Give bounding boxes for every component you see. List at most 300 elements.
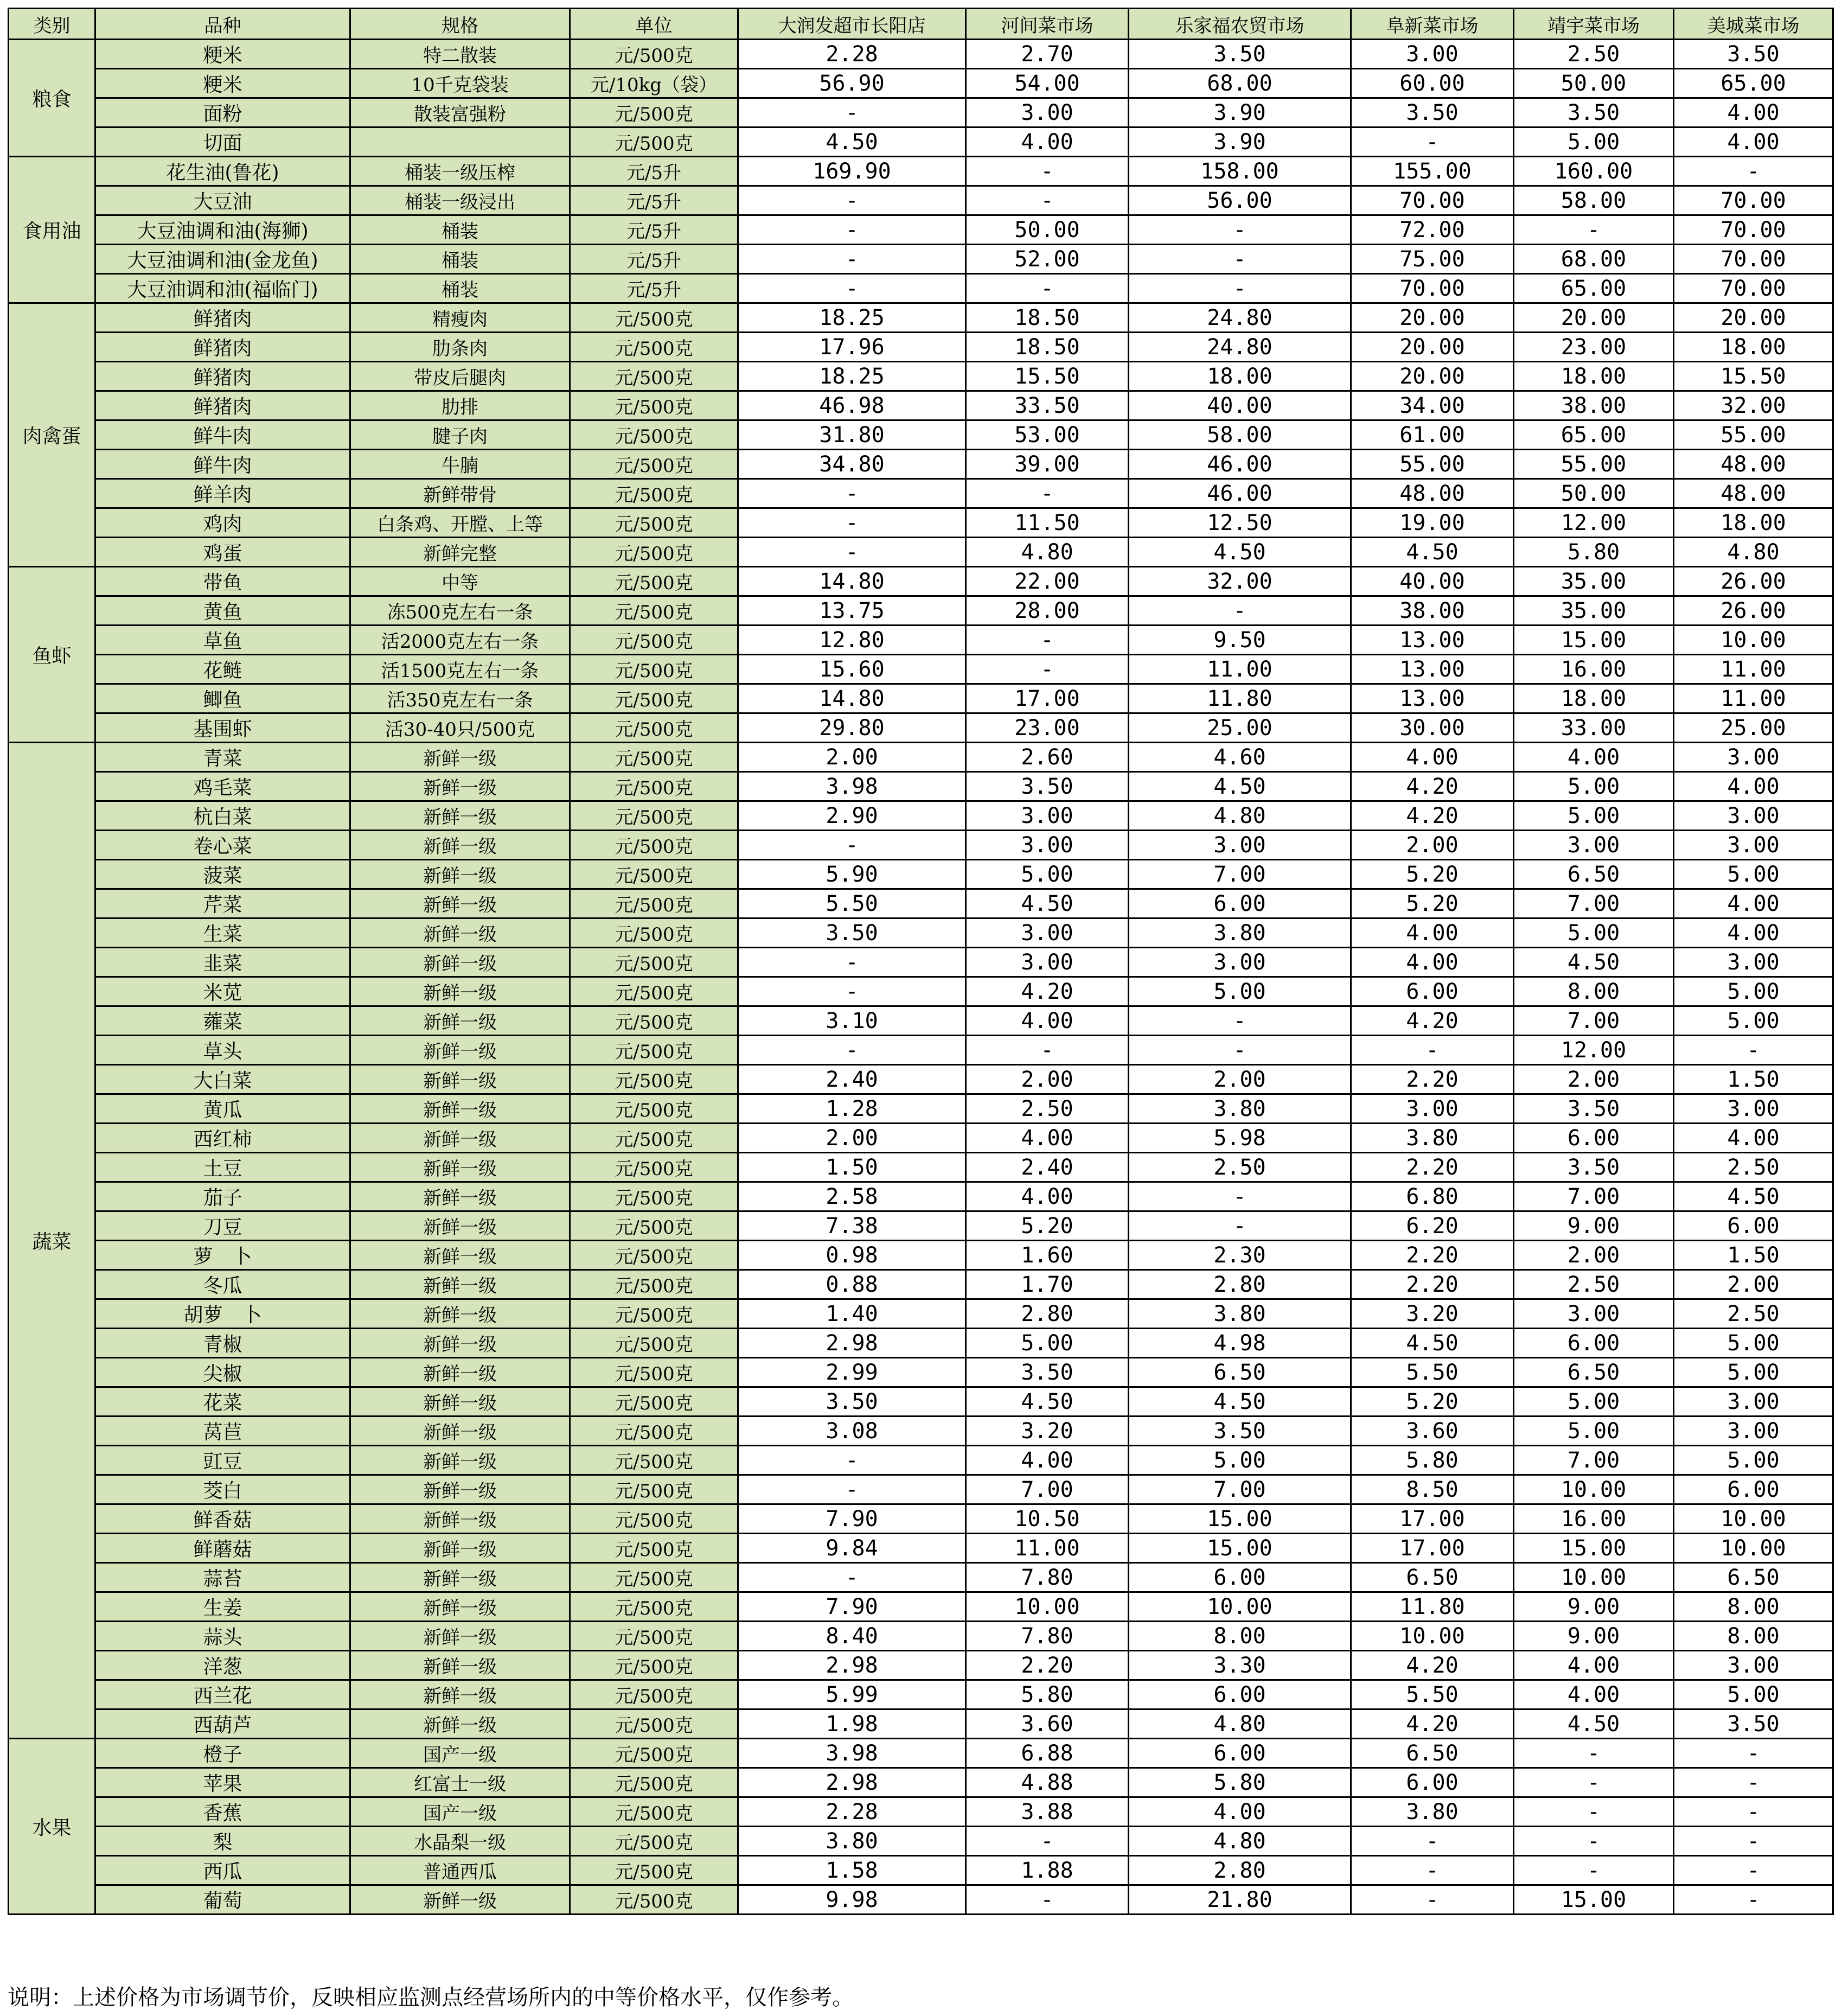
price-cell-market-6: - — [1674, 157, 1833, 186]
variety-cell: 鲜猪肉 — [95, 391, 350, 420]
variety-cell: 杭白菜 — [95, 801, 350, 831]
price-cell-market-6: 6.00 — [1674, 1475, 1833, 1504]
table-row — [9, 1124, 1833, 1153]
price-cell-market-3: 7.00 — [1129, 1475, 1351, 1504]
unit-cell: 元/500克 — [570, 1504, 738, 1534]
price-cell-market-3: 40.00 — [1129, 391, 1351, 420]
price-cell-market-3: 3.90 — [1129, 98, 1351, 127]
price-cell-market-6: 10.00 — [1674, 626, 1833, 655]
unit-cell: 元/5升 — [570, 274, 738, 303]
price-cell-market-1: 2.58 — [738, 1182, 966, 1211]
spec-cell: 新鲜一级 — [350, 1241, 570, 1270]
price-cell-market-6: 15.50 — [1674, 362, 1833, 391]
price-cell-market-3: 2.80 — [1129, 1270, 1351, 1299]
price-cell-market-4: 4.20 — [1351, 1651, 1514, 1680]
price-cell-market-6: 3.00 — [1674, 831, 1833, 860]
price-cell-market-4: 38.00 — [1351, 596, 1514, 626]
unit-cell: 元/500克 — [570, 1534, 738, 1563]
table-row — [9, 1094, 1833, 1124]
price-cell-market-2: 52.00 — [966, 245, 1129, 274]
price-cell-market-6: - — [1674, 1856, 1833, 1885]
price-cell-market-6: 4.00 — [1674, 918, 1833, 948]
price-cell-market-1: 2.00 — [738, 743, 966, 772]
table-row — [9, 391, 1833, 420]
price-cell-market-3: 46.00 — [1129, 479, 1351, 508]
price-cell-market-2: 2.70 — [966, 40, 1129, 69]
price-cell-market-6: 18.00 — [1674, 508, 1833, 538]
price-cell-market-4: 5.20 — [1351, 1387, 1514, 1417]
variety-cell: 鲜牛肉 — [95, 450, 350, 479]
price-cell-market-5: 3.50 — [1514, 98, 1674, 127]
price-cell-market-2: 3.00 — [966, 801, 1129, 831]
table-row — [9, 684, 1833, 713]
price-cell-market-5: 15.00 — [1514, 626, 1674, 655]
table-row — [9, 743, 1833, 772]
unit-cell: 元/500克 — [570, 1885, 738, 1915]
header-category: 类别 — [9, 9, 95, 40]
price-cell-market-5: 12.00 — [1514, 508, 1674, 538]
price-cell-market-2: 39.00 — [966, 450, 1129, 479]
table-row — [9, 157, 1833, 186]
spec-cell: 桶装 — [350, 215, 570, 245]
price-cell-market-6: 4.00 — [1674, 1124, 1833, 1153]
variety-cell: 大豆油调和油(金龙鱼) — [95, 245, 350, 274]
spec-cell: 肋排 — [350, 391, 570, 420]
price-cell-market-5: 65.00 — [1514, 274, 1674, 303]
price-cell-market-6: - — [1674, 1827, 1833, 1856]
price-cell-market-3: 3.50 — [1129, 1417, 1351, 1446]
price-cell-market-5: 6.50 — [1514, 1358, 1674, 1387]
price-cell-market-2: - — [966, 157, 1129, 186]
price-cell-market-2: 28.00 — [966, 596, 1129, 626]
variety-cell: 生姜 — [95, 1592, 350, 1622]
variety-cell: 青菜 — [95, 743, 350, 772]
spec-cell: 活1500克左右一条 — [350, 655, 570, 684]
price-cell-market-2: 4.88 — [966, 1768, 1129, 1797]
unit-cell: 元/500克 — [570, 772, 738, 801]
price-cell-market-3: - — [1129, 245, 1351, 274]
price-cell-market-4: 3.80 — [1351, 1797, 1514, 1827]
unit-cell: 元/500克 — [570, 596, 738, 626]
spec-cell: 新鲜一级 — [350, 1446, 570, 1475]
price-cell-market-1: 3.98 — [738, 1739, 966, 1768]
unit-cell: 元/500克 — [570, 1651, 738, 1680]
unit-cell: 元/500克 — [570, 450, 738, 479]
price-cell-market-5: 6.50 — [1514, 860, 1674, 889]
price-cell-market-5: 5.00 — [1514, 1417, 1674, 1446]
spec-cell: 新鲜一级 — [350, 918, 570, 948]
price-cell-market-5: 6.00 — [1514, 1329, 1674, 1358]
category-cell: 蔬菜 — [9, 743, 95, 1739]
price-cell-market-2: 15.50 — [966, 362, 1129, 391]
spec-cell: 中等 — [350, 567, 570, 596]
table-row — [9, 1885, 1833, 1915]
price-cell-market-3: 2.50 — [1129, 1153, 1351, 1182]
spec-cell: 新鲜一级 — [350, 1299, 570, 1329]
price-cell-market-1: 56.90 — [738, 69, 966, 98]
variety-cell: 茄子 — [95, 1182, 350, 1211]
price-cell-market-4: 30.00 — [1351, 713, 1514, 743]
unit-cell: 元/5升 — [570, 215, 738, 245]
variety-cell: 切面 — [95, 127, 350, 157]
spec-cell: 散装富强粉 — [350, 98, 570, 127]
price-cell-market-3: 4.50 — [1129, 772, 1351, 801]
price-cell-market-3: 21.80 — [1129, 1885, 1351, 1915]
price-cell-market-3: - — [1129, 274, 1351, 303]
variety-cell: 韭菜 — [95, 948, 350, 977]
price-cell-market-1: 4.50 — [738, 127, 966, 157]
variety-cell: 尖椒 — [95, 1358, 350, 1387]
price-cell-market-6: 70.00 — [1674, 245, 1833, 274]
price-cell-market-6: 5.00 — [1674, 1006, 1833, 1036]
variety-cell: 西葫芦 — [95, 1709, 350, 1739]
unit-cell: 元/500克 — [570, 1094, 738, 1124]
price-cell-market-6: 48.00 — [1674, 450, 1833, 479]
price-cell-market-6: 2.50 — [1674, 1299, 1833, 1329]
unit-cell: 元/500克 — [570, 831, 738, 860]
table-row — [9, 508, 1833, 538]
unit-cell: 元/500克 — [570, 1475, 738, 1504]
price-cell-market-4: 2.00 — [1351, 831, 1514, 860]
unit-cell: 元/5升 — [570, 157, 738, 186]
price-cell-market-2: 1.60 — [966, 1241, 1129, 1270]
price-cell-market-5: 58.00 — [1514, 186, 1674, 215]
price-cell-market-6: 11.00 — [1674, 655, 1833, 684]
variety-cell: 蒜苔 — [95, 1563, 350, 1592]
price-cell-market-4: 4.20 — [1351, 772, 1514, 801]
price-cell-market-4: 6.50 — [1351, 1563, 1514, 1592]
price-cell-market-1: 1.50 — [738, 1153, 966, 1182]
spec-cell: 新鲜一级 — [350, 743, 570, 772]
price-cell-market-2: 4.50 — [966, 1387, 1129, 1417]
table-row — [9, 1504, 1833, 1534]
price-cell-market-6: 65.00 — [1674, 69, 1833, 98]
price-cell-market-1: 13.75 — [738, 596, 966, 626]
price-cell-market-1: 1.28 — [738, 1094, 966, 1124]
price-cell-market-2: 4.00 — [966, 1006, 1129, 1036]
price-cell-market-6: 5.00 — [1674, 1358, 1833, 1387]
price-cell-market-3: 56.00 — [1129, 186, 1351, 215]
header-market-6: 美城菜市场 — [1674, 9, 1833, 40]
price-cell-market-2: 3.60 — [966, 1709, 1129, 1739]
unit-cell: 元/500克 — [570, 889, 738, 918]
variety-cell: 土豆 — [95, 1153, 350, 1182]
price-cell-market-3: 7.00 — [1129, 860, 1351, 889]
spec-cell: 新鲜一级 — [350, 1534, 570, 1563]
price-cell-market-4: 72.00 — [1351, 215, 1514, 245]
spec-cell: 普通西瓜 — [350, 1856, 570, 1885]
price-cell-market-1: 31.80 — [738, 420, 966, 450]
variety-cell: 茭白 — [95, 1475, 350, 1504]
price-cell-market-6: 70.00 — [1674, 274, 1833, 303]
price-cell-market-4: 4.50 — [1351, 538, 1514, 567]
price-cell-market-3: 6.00 — [1129, 1739, 1351, 1768]
unit-cell: 元/500克 — [570, 655, 738, 684]
price-cell-market-5: 55.00 — [1514, 450, 1674, 479]
unit-cell: 元/500克 — [570, 1387, 738, 1417]
price-cell-market-3: 3.00 — [1129, 948, 1351, 977]
price-cell-market-3: 6.00 — [1129, 889, 1351, 918]
unit-cell: 元/500克 — [570, 1709, 738, 1739]
variety-cell: 萝 卜 — [95, 1241, 350, 1270]
price-cell-market-4: 6.50 — [1351, 1739, 1514, 1768]
price-cell-market-4: 2.20 — [1351, 1270, 1514, 1299]
category-cell: 水果 — [9, 1739, 95, 1915]
table-row — [9, 69, 1833, 98]
spec-cell: 国产一级 — [350, 1797, 570, 1827]
price-cell-market-6: 4.00 — [1674, 98, 1833, 127]
variety-cell: 莴苣 — [95, 1417, 350, 1446]
price-cell-market-2: 5.00 — [966, 860, 1129, 889]
price-cell-market-4: 3.60 — [1351, 1417, 1514, 1446]
price-cell-market-4: - — [1351, 1827, 1514, 1856]
table-row — [9, 772, 1833, 801]
price-cell-market-4: 4.00 — [1351, 918, 1514, 948]
unit-cell: 元/500克 — [570, 1446, 738, 1475]
spec-cell: 新鲜一级 — [350, 1651, 570, 1680]
price-cell-market-3: 2.30 — [1129, 1241, 1351, 1270]
price-cell-market-4: 13.00 — [1351, 626, 1514, 655]
price-cell-market-4: - — [1351, 127, 1514, 157]
spec-cell: 新鲜一级 — [350, 977, 570, 1006]
unit-cell: 元/500克 — [570, 303, 738, 333]
spec-cell: 新鲜一级 — [350, 1885, 570, 1915]
table-row — [9, 1768, 1833, 1797]
variety-cell: 粳米 — [95, 69, 350, 98]
price-cell-market-2: 54.00 — [966, 69, 1129, 98]
price-cell-market-6: 4.00 — [1674, 772, 1833, 801]
table-row — [9, 538, 1833, 567]
price-cell-market-5: 10.00 — [1514, 1475, 1674, 1504]
price-cell-market-6: 3.50 — [1674, 1709, 1833, 1739]
price-cell-market-1: - — [738, 245, 966, 274]
price-cell-market-3: 46.00 — [1129, 450, 1351, 479]
price-cell-market-2: 18.50 — [966, 333, 1129, 362]
spec-cell: 肋条肉 — [350, 333, 570, 362]
spec-cell: 国产一级 — [350, 1739, 570, 1768]
variety-cell: 西兰花 — [95, 1680, 350, 1709]
price-cell-market-4: 60.00 — [1351, 69, 1514, 98]
table-row — [9, 1036, 1833, 1065]
price-cell-market-3: - — [1129, 1182, 1351, 1211]
price-cell-market-2: - — [966, 274, 1129, 303]
price-cell-market-2: 50.00 — [966, 215, 1129, 245]
unit-cell: 元/500克 — [570, 948, 738, 977]
price-cell-market-4: 20.00 — [1351, 333, 1514, 362]
table-row — [9, 215, 1833, 245]
price-cell-market-4: 13.00 — [1351, 655, 1514, 684]
price-cell-market-5: - — [1514, 1768, 1674, 1797]
category-cell: 食用油 — [9, 157, 95, 303]
price-cell-market-6: 4.00 — [1674, 127, 1833, 157]
price-cell-market-4: 13.00 — [1351, 684, 1514, 713]
spec-cell: 新鲜带骨 — [350, 479, 570, 508]
price-cell-market-5: 3.00 — [1514, 1299, 1674, 1329]
table-row — [9, 713, 1833, 743]
table-row — [9, 303, 1833, 333]
price-cell-market-1: 2.98 — [738, 1329, 966, 1358]
variety-cell: 冬瓜 — [95, 1270, 350, 1299]
spec-cell: 新鲜一级 — [350, 1504, 570, 1534]
price-cell-market-1: 7.38 — [738, 1211, 966, 1241]
price-cell-market-4: 20.00 — [1351, 362, 1514, 391]
spec-cell: 新鲜一级 — [350, 1329, 570, 1358]
unit-cell: 元/500克 — [570, 1299, 738, 1329]
price-cell-market-3: 158.00 — [1129, 157, 1351, 186]
unit-cell: 元/500克 — [570, 1797, 738, 1827]
price-cell-market-1: - — [738, 1563, 966, 1592]
spec-cell: 新鲜一级 — [350, 1036, 570, 1065]
price-cell-market-4: 6.00 — [1351, 1768, 1514, 1797]
price-cell-market-2: 4.00 — [966, 1446, 1129, 1475]
price-cell-market-6: - — [1674, 1768, 1833, 1797]
price-cell-market-2: 6.88 — [966, 1739, 1129, 1768]
price-cell-market-4: - — [1351, 1885, 1514, 1915]
table-row — [9, 1622, 1833, 1651]
price-cell-market-6: 5.00 — [1674, 1446, 1833, 1475]
variety-cell: 黄鱼 — [95, 596, 350, 626]
table-row — [9, 40, 1833, 69]
table-row — [9, 1065, 1833, 1094]
price-cell-market-5: - — [1514, 215, 1674, 245]
price-cell-market-2: - — [966, 1827, 1129, 1856]
price-cell-market-3: 4.60 — [1129, 743, 1351, 772]
price-cell-market-5: 23.00 — [1514, 333, 1674, 362]
unit-cell: 元/500克 — [570, 1417, 738, 1446]
table-row — [9, 831, 1833, 860]
spec-cell: 新鲜一级 — [350, 948, 570, 977]
price-cell-market-2: 18.50 — [966, 303, 1129, 333]
unit-cell: 元/500克 — [570, 1211, 738, 1241]
spec-cell: 新鲜一级 — [350, 1592, 570, 1622]
variety-cell: 草鱼 — [95, 626, 350, 655]
price-cell-market-4: 4.50 — [1351, 1329, 1514, 1358]
price-cell-market-1: 2.40 — [738, 1065, 966, 1094]
table-row — [9, 1387, 1833, 1417]
price-cell-market-3: 2.00 — [1129, 1065, 1351, 1094]
price-cell-market-3: 10.00 — [1129, 1592, 1351, 1622]
price-cell-market-4: 48.00 — [1351, 479, 1514, 508]
price-cell-market-6: 32.00 — [1674, 391, 1833, 420]
price-cell-market-2: 4.80 — [966, 538, 1129, 567]
price-cell-market-5: 35.00 — [1514, 596, 1674, 626]
spec-cell: 新鲜一级 — [350, 1094, 570, 1124]
unit-cell: 元/500克 — [570, 333, 738, 362]
price-cell-market-3: 18.00 — [1129, 362, 1351, 391]
price-cell-market-1: - — [738, 1036, 966, 1065]
price-cell-market-5: 16.00 — [1514, 1504, 1674, 1534]
spec-cell: 新鲜一级 — [350, 801, 570, 831]
price-cell-market-2: 7.80 — [966, 1563, 1129, 1592]
price-cell-market-1: 8.40 — [738, 1622, 966, 1651]
table-row — [9, 860, 1833, 889]
price-cell-market-6: 3.50 — [1674, 40, 1833, 69]
price-cell-market-4: - — [1351, 1856, 1514, 1885]
price-cell-market-6: 3.00 — [1674, 1094, 1833, 1124]
unit-cell: 元/500克 — [570, 40, 738, 69]
table-row — [9, 1475, 1833, 1504]
variety-cell: 梨 — [95, 1827, 350, 1856]
spec-cell: 新鲜一级 — [350, 1065, 570, 1094]
price-cell-market-2: 3.50 — [966, 772, 1129, 801]
price-cell-market-3: 3.80 — [1129, 1299, 1351, 1329]
price-cell-market-6: - — [1674, 1036, 1833, 1065]
variety-cell: 黄瓜 — [95, 1094, 350, 1124]
price-cell-market-4: 34.00 — [1351, 391, 1514, 420]
variety-cell: 基围虾 — [95, 713, 350, 743]
price-cell-market-1: - — [738, 977, 966, 1006]
price-cell-market-3: 12.50 — [1129, 508, 1351, 538]
price-cell-market-5: 5.80 — [1514, 538, 1674, 567]
table-row — [9, 655, 1833, 684]
price-cell-market-3: 3.90 — [1129, 127, 1351, 157]
spec-cell: 新鲜一级 — [350, 1006, 570, 1036]
unit-cell: 元/500克 — [570, 918, 738, 948]
unit-cell: 元/5升 — [570, 186, 738, 215]
table-row — [9, 1651, 1833, 1680]
price-cell-market-3: 3.80 — [1129, 918, 1351, 948]
variety-cell: 鲜羊肉 — [95, 479, 350, 508]
unit-cell: 元/500克 — [570, 1036, 738, 1065]
table-row — [9, 1270, 1833, 1299]
price-cell-market-1: - — [738, 215, 966, 245]
unit-cell: 元/500克 — [570, 567, 738, 596]
variety-cell: 大豆油调和油(福临门) — [95, 274, 350, 303]
price-cell-market-5: 7.00 — [1514, 1006, 1674, 1036]
price-cell-market-1: - — [738, 186, 966, 215]
price-cell-market-3: 4.80 — [1129, 801, 1351, 831]
price-cell-market-6: - — [1674, 1797, 1833, 1827]
price-cell-market-2: - — [966, 626, 1129, 655]
price-cell-market-1: 2.99 — [738, 1358, 966, 1387]
price-cell-market-6: 5.00 — [1674, 860, 1833, 889]
price-cell-market-1: 3.50 — [738, 1387, 966, 1417]
price-cell-market-1: - — [738, 98, 966, 127]
variety-cell: 生菜 — [95, 918, 350, 948]
table-row — [9, 274, 1833, 303]
price-cell-market-5: 5.00 — [1514, 127, 1674, 157]
price-cell-market-1: 12.80 — [738, 626, 966, 655]
price-cell-market-5: 38.00 — [1514, 391, 1674, 420]
price-cell-market-3: 4.80 — [1129, 1709, 1351, 1739]
price-cell-market-2: 3.20 — [966, 1417, 1129, 1446]
price-cell-market-6: 2.00 — [1674, 1270, 1833, 1299]
variety-cell: 鲜牛肉 — [95, 420, 350, 450]
price-cell-market-3: 5.00 — [1129, 977, 1351, 1006]
spec-cell: 腱子肉 — [350, 420, 570, 450]
price-cell-market-6: 3.00 — [1674, 1417, 1833, 1446]
table-row — [9, 1182, 1833, 1211]
price-cell-market-5: 2.50 — [1514, 40, 1674, 69]
price-cell-market-2: 7.80 — [966, 1622, 1129, 1651]
price-cell-market-1: 1.58 — [738, 1856, 966, 1885]
price-cell-market-3: 3.30 — [1129, 1651, 1351, 1680]
price-cell-market-1: 169.90 — [738, 157, 966, 186]
price-cell-market-2: 22.00 — [966, 567, 1129, 596]
price-cell-market-1: 15.60 — [738, 655, 966, 684]
price-cell-market-6: 5.00 — [1674, 977, 1833, 1006]
price-cell-market-3: 9.50 — [1129, 626, 1351, 655]
price-cell-market-5: 6.00 — [1514, 1124, 1674, 1153]
price-table-container — [8, 8, 1834, 1915]
price-cell-market-4: 3.00 — [1351, 40, 1514, 69]
price-cell-market-5: - — [1514, 1856, 1674, 1885]
variety-cell: 卷心菜 — [95, 831, 350, 860]
table-row — [9, 1446, 1833, 1475]
price-cell-market-4: 4.20 — [1351, 1006, 1514, 1036]
price-cell-market-3: - — [1129, 1211, 1351, 1241]
unit-cell: 元/500克 — [570, 801, 738, 831]
